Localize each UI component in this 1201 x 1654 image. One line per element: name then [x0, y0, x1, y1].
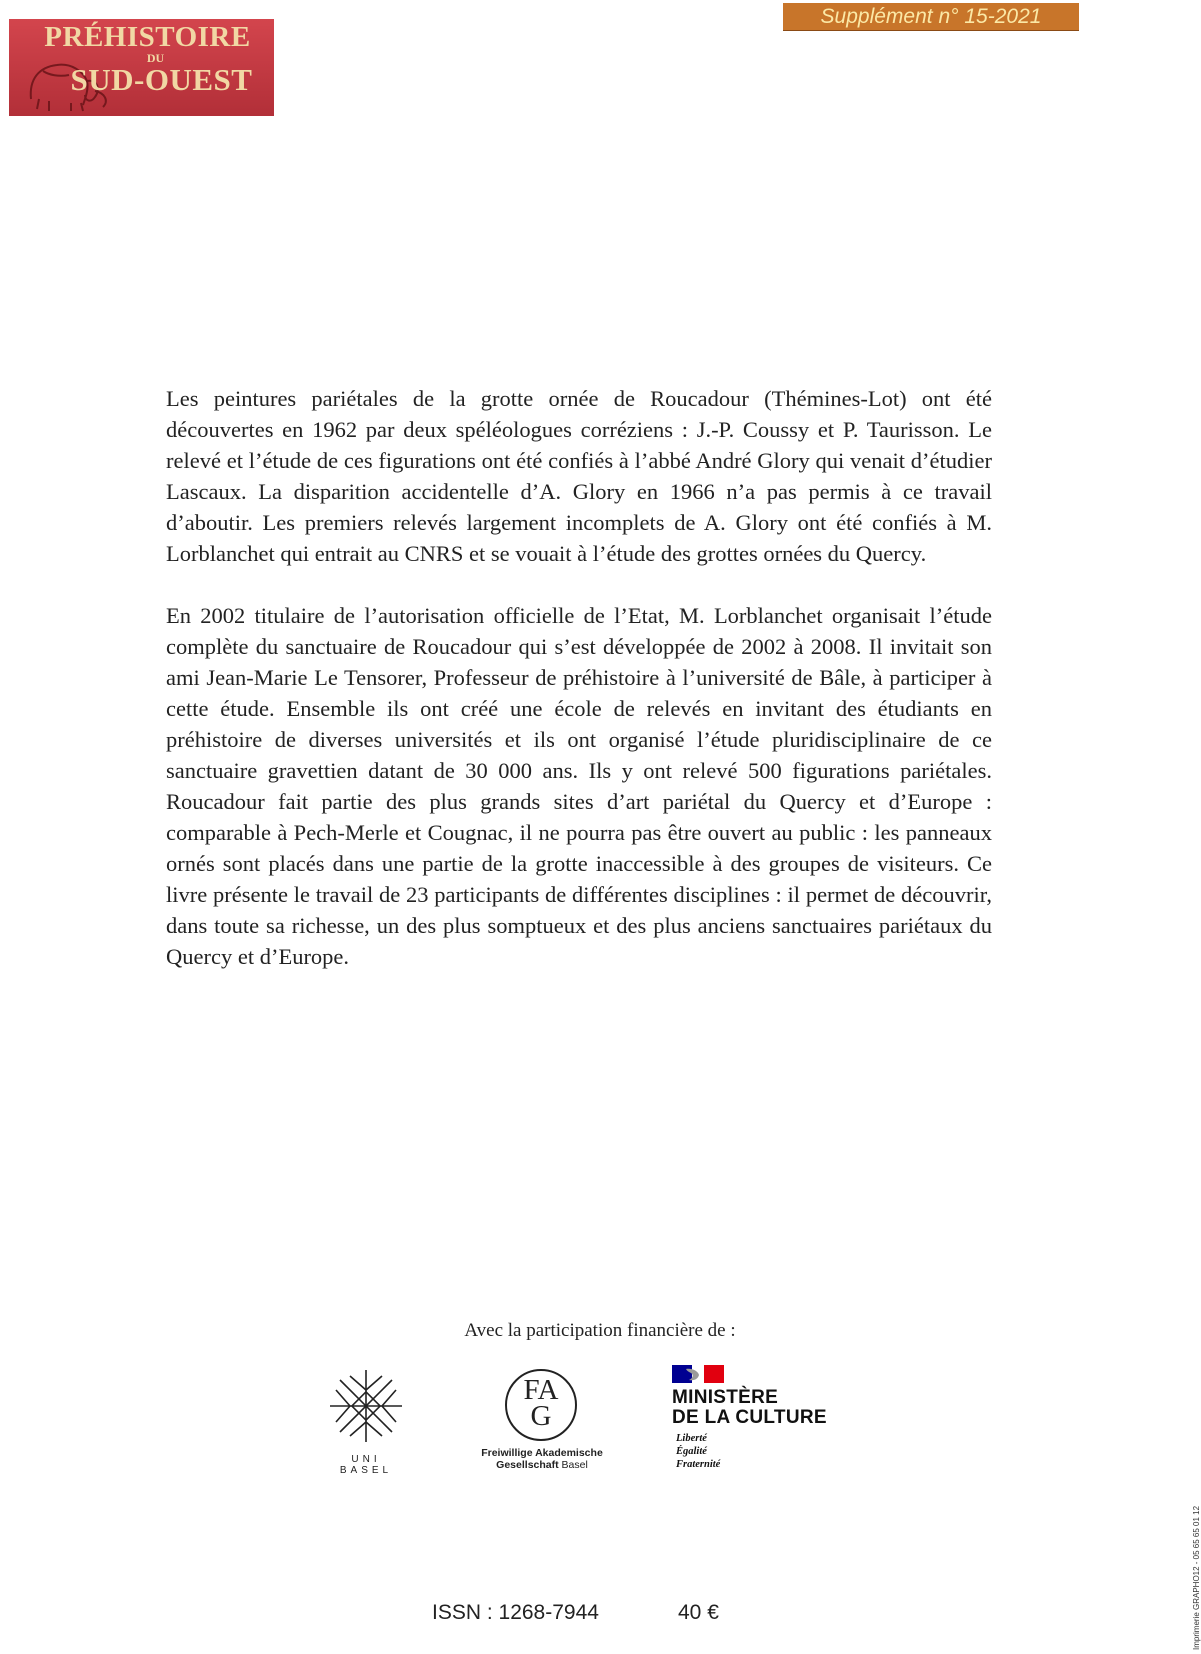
- supplement-banner: Supplément n° 15-2021: [783, 3, 1079, 31]
- ministere-culture-logo: [672, 1365, 842, 1477]
- fag-caption: [472, 1447, 612, 1471]
- fag-letters-top: FA: [523, 1374, 559, 1406]
- journal-logo: [9, 19, 274, 116]
- fag-caption-line2-bold: Gesellschaft: [496, 1459, 559, 1471]
- uni-basel-logo: [328, 1368, 404, 1478]
- uni-basel-line1: UNI: [351, 1454, 381, 1465]
- price: 40 €: [678, 1601, 719, 1624]
- paragraph-1: Les peintures pariétales de la grotte ornée de Roucadour (Thémines-Lot) ont été découvertes en 1962 par deux spéléologues corréziens : J.-P. Coussy et P. Taurisson. Le relevé et l’étude de ces figurations ont été confiés à l’abbé André Glory qui venait d’étudier Lascaux. La disparition accidentelle d’A. Glory en 1966 n’a pas permis à ce travail d’aboutir. Les premiers relevés largement incomplets de A. Glory ont été confiés à M. Lorblanchet qui entrait au CNRS et se vouait à l’étude des grottes ornées du Quercy.: [166, 386, 992, 566]
- motto-egalite: Égalité: [676, 1446, 707, 1457]
- marianne-flag-icon: [672, 1365, 724, 1383]
- logo-wordmark: [19, 23, 266, 95]
- fag-caption-line2-rest: Basel: [558, 1459, 588, 1471]
- back-cover-text: [166, 383, 992, 1003]
- fag-letters-bottom: G: [530, 1400, 552, 1432]
- motto-liberte: Liberté: [676, 1433, 707, 1444]
- ministere-title: [672, 1388, 827, 1428]
- printer-imprint: [1191, 1480, 1201, 1650]
- issn-number: ISSN : 1268-7944: [432, 1601, 599, 1624]
- fag-logo: [472, 1367, 612, 1477]
- uni-basel-line2: BASEL: [339, 1465, 393, 1476]
- logo-title-line2: DU: [146, 51, 165, 65]
- logo-title-line3: SUD-OUEST: [70, 62, 253, 97]
- ministere-motto: [676, 1432, 720, 1471]
- ministere-title-line1: MINISTÈRE: [672, 1387, 779, 1408]
- uni-basel-star-icon: [328, 1368, 404, 1444]
- paragraph-2: En 2002 titulaire de l’autorisation officielle de l’Etat, M. Lorblanchet organisait l’étude complète du sanctuaire de Roucadour qui s’est développée de 2002 à 2008. Il invitait son ami Jean-Marie Le Tensorer, Professeur de préhistoire à l’université de Bâle, à participer à cette étude. Ensemble ils ont créé une école de relevés en invitant des étudiants en préhistoire de diverses universités et ils ont organisé l’étude pluridisciplinaire de ce sanctuaire gravettien datant de 30 000 ans. Ils y ont relevé 500 figurations pariétales. Roucadour fait partie des plus grands sites d’art pariétal du Quercy et d’Europe : comparable à Pech-Merle et Cougnac, il ne pourra pas être ouvert au public : les panneaux ornés sont placés dans une partie de la grotte inaccessible à des groupes de visiteurs. Ce livre présente le travail de 23 participants de différentes disciplines : il permet de découvrir, dans toute sa richesse, un des plus somptueux et des plus anciens sanctuaires pariétaux du Quercy et d’Europe.: [166, 603, 992, 969]
- sponsors-intro: Avec la participation financière de :: [464, 1320, 736, 1341]
- fag-monogram: [505, 1374, 577, 1432]
- logo-title-line1: PRÉHISTOIRE: [44, 21, 251, 53]
- printer-imprint-text: Imprimerie GRAPHO12 - 05 65 65 01 12: [1192, 1505, 1201, 1650]
- ministere-title-line2: DE LA CULTURE: [672, 1407, 827, 1428]
- fag-caption-line1: Freiwillige Akademische: [481, 1447, 603, 1459]
- motto-fraternite: Fraternité: [676, 1459, 721, 1470]
